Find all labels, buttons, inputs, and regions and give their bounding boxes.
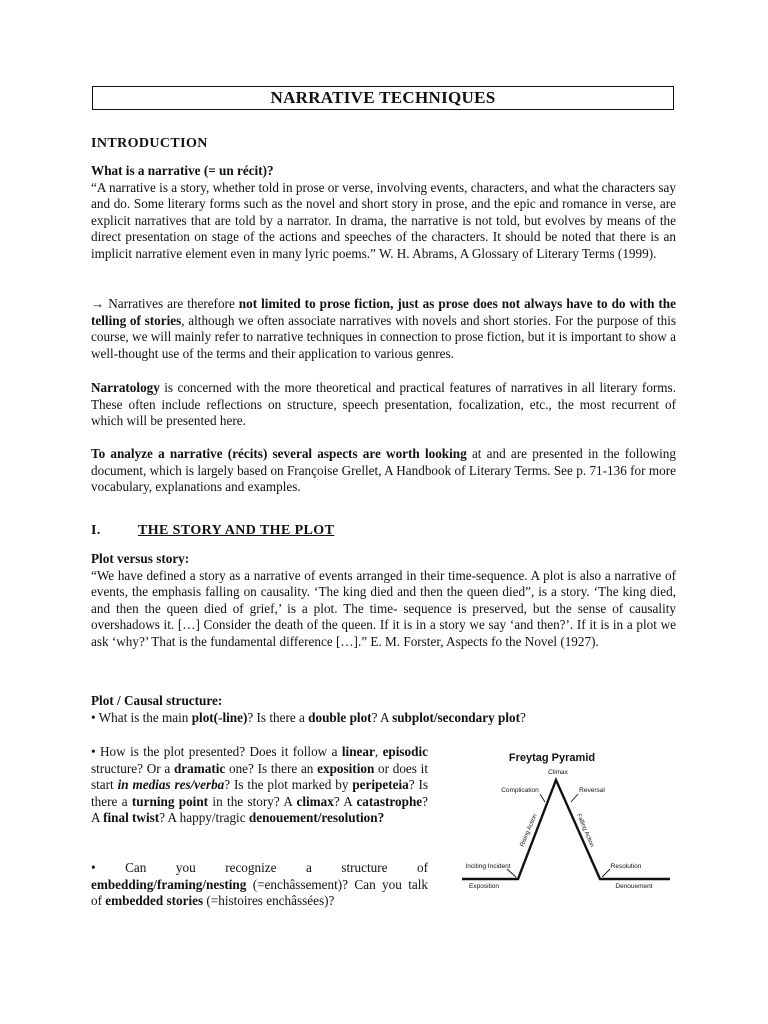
abrams-quote: “A narrative is a story, whether told in prose or verse, involving events, characters, and what the characters say and do. Some literary forms such as the novel and short story in prose, and the epic and romance in verse, are explicit narratives that are told by a narrator. In drama, the narrative is not told, but evolves by means of the direct presentation on stage of the actions and speeches of the characters. It should be noted that there is an implicit narrative element even in many lyric poems.” W. H. Abrams, A Glossary of Literary Terms (1999).: [91, 179, 676, 261]
diagram-title: Freytag Pyramid: [508, 752, 596, 764]
label-falling-action: Falling Action: [575, 813, 595, 849]
section-heading-story-plot: I. THE STORY AND THE PLOT: [91, 523, 335, 538]
narrative-question: What is a narrative (= un récit)?: [91, 163, 274, 178]
reversal-pointer: [571, 794, 578, 802]
plot-versus-story-heading: Plot versus story:: [91, 551, 190, 566]
label-resolution: Resolution: [610, 863, 642, 870]
analysis-paragraph: To analyze a narrative (récits) several aspects are worth looking at and are presented in the following document, which is largely based on Françoise Grellet, A Handbook of Literary Terms. See p. 71-136 for more vocabulary, explanations and examples.: [91, 446, 676, 495]
embedding-bullet: • Can you recognize a structure of embedding/framing/nesting (=enchâssement)? Can you talk of embedded stories (=histoires enchâssées)?: [91, 860, 428, 909]
inciting-pointer: [507, 869, 516, 877]
label-climax: Climax: [548, 769, 568, 776]
bullet-main-plot: • What is the main plot(-line)? Is there a double plot? A subplot/secondary plot?: [91, 709, 526, 725]
label-inciting-incident: Inciting Incident: [465, 863, 511, 870]
narratology-paragraph: Narratology is concerned with the more theoretical and practical features of narratives in all literary forms. These often include reflections on structure, speech presentation, focalization, etc., the most recurrent of which will be presented here.: [91, 380, 676, 429]
narrative-definition-block: [91, 163, 676, 263]
causal-structure-block: [91, 693, 676, 726]
introduction-heading: INTRODUCTION: [91, 136, 208, 151]
document-title: NARRATIVE TECHNIQUES: [92, 86, 674, 110]
label-exposition: Exposition: [469, 883, 499, 890]
label-rising-action: Rising Action: [519, 813, 539, 848]
causal-structure-heading: Plot / Causal structure:: [91, 693, 223, 708]
freytag-pyramid-diagram: [452, 744, 678, 894]
plot-presentation-bullet: • How is the plot presented? Does it follow a linear, episodic structure? Or a dramatic one? Is there an exposition or does it start in medias res/verba? Is the plot marked by peripeteia? Is there a turning point in the story? A climax? A catastrophe? A final twist? A happy/tragic denouement/resolution?: [91, 744, 429, 826]
label-complication: Complication: [501, 787, 539, 794]
narratives-scope-paragraph: → Narratives are therefore not limited to prose fiction, just as prose does not always have to do with the telling of stories, although we often associate narratives with novels and short stories. For the purpose of this course, we will mainly refer to narrative techniques in connection to prose fiction, but it is important to show a well-thought use of the terms and their application to various genres.: [91, 296, 677, 361]
arrow-glyph: →: [91, 296, 105, 311]
label-denouement: Denouement: [615, 883, 653, 890]
resolution-pointer: [602, 869, 610, 877]
label-reversal: Reversal: [579, 787, 605, 794]
complication-pointer: [540, 794, 545, 802]
forster-quote: “We have defined a story as a narrative of events arranged in their time-sequence. A plot is also a narrative of events, the emphasis falling on causality. ‘The king died and then the queen died”, is a story. ‘The king died, and then the queen died of grief,’ is a plot. The time- sequence is preserved, but the sense of causality overshadows it. […] Consider the death of the queen. If it is in a story we say ‘and then?’. If it is in a plot we ask ‘why?’ That is the fundamental difference […].” E. M. Forster, Aspects fo the Novel (1927).: [91, 567, 676, 649]
plot-versus-story-block: [91, 551, 676, 651]
